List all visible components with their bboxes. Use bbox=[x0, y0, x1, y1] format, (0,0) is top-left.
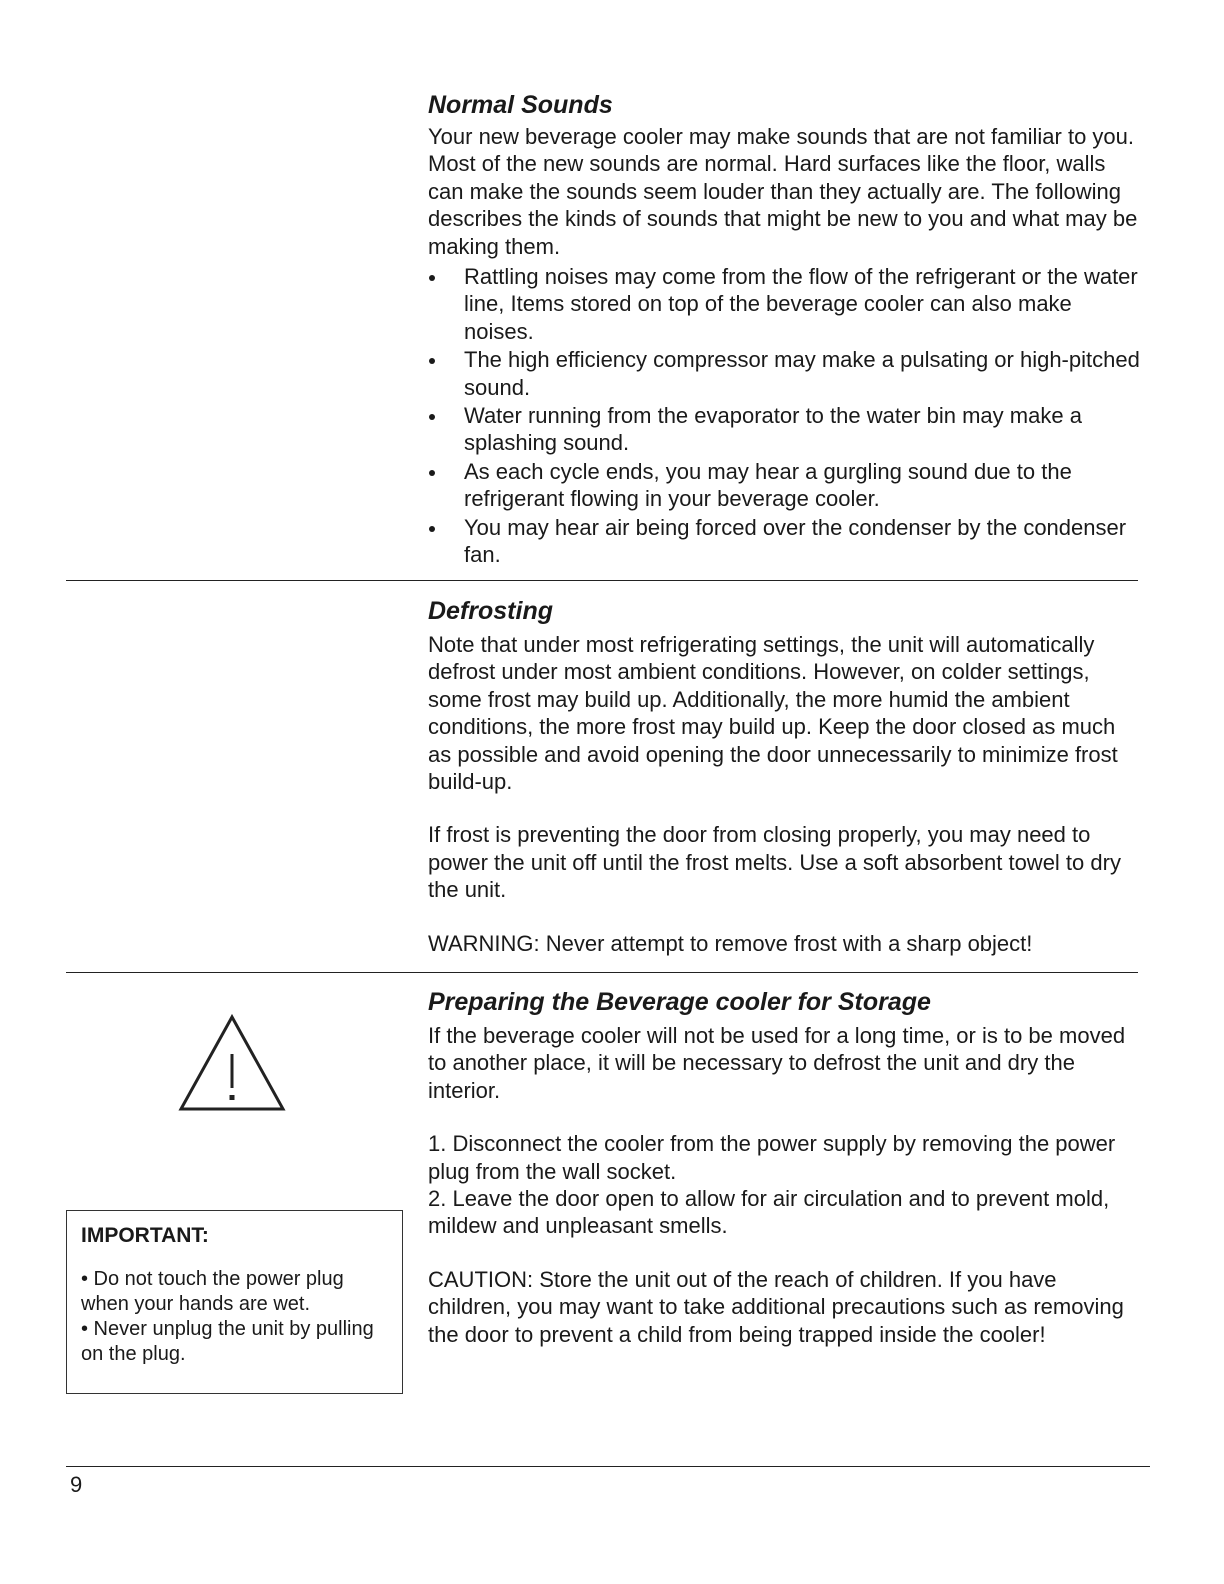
footer-divider bbox=[66, 1466, 1150, 1467]
warning-triangle-icon bbox=[176, 1012, 288, 1114]
bullet-icon bbox=[429, 275, 435, 281]
list-item bbox=[428, 458, 1144, 513]
normal-sounds-heading: Normal Sounds bbox=[428, 91, 613, 119]
important-title: IMPORTANT: bbox=[81, 1224, 209, 1247]
list-item-text: Rattling noises may come from the flow of the refrigerant or the water line, Items stored on top of the beverage cooler can also make noises. bbox=[464, 264, 1138, 344]
defrosting-paragraph-2: If frost is preventing the door from closing properly, you may need to power the unit off until the frost melts. Use a soft absorbent towel to dry the unit. bbox=[428, 822, 1121, 903]
defrosting-paragraph-1: Note that under most refrigerating settings, the unit will automatically defrost under most ambient conditions. However, on colder settings, some frost may build up. Additionally, the more humid the ambient conditions, the more frost may build up. Keep the door closed as much as possible and avoid opening the door unnecessarily to minimize frost build-up. bbox=[428, 632, 1118, 795]
list-item-text: As each cycle ends, you may hear a gurgling sound due to the refrigerant flowing in your beverage cooler. bbox=[464, 458, 1072, 512]
list-item bbox=[428, 402, 1144, 457]
important-line-1: • Do not touch the power plug when your hands are wet. bbox=[81, 1268, 344, 1315]
important-line-2: • Never unplug the unit by pulling on the plug. bbox=[81, 1318, 374, 1365]
normal-sounds-intro: Your new beverage cooler may make sounds that are not familiar to you. Most of the new sounds are normal. Hard surfaces like the floor, walls can make the sounds seem louder than they actually are. The following describes the kinds of sounds that might be new to you and what may be making them. bbox=[428, 124, 1138, 259]
list-item bbox=[428, 346, 1144, 401]
list-item bbox=[428, 263, 1144, 345]
storage-intro: If the beverage cooler will not be used for a long time, or is to be moved to another place, it will be necessary to defrost the unit and dry the interior. bbox=[428, 1023, 1126, 1103]
storage-heading: Preparing the Beverage cooler for Storage bbox=[428, 988, 931, 1016]
bullet-icon bbox=[429, 526, 435, 532]
normal-sounds-section bbox=[428, 90, 1144, 570]
bullet-icon bbox=[429, 414, 435, 420]
list-item bbox=[428, 514, 1144, 569]
section-divider bbox=[66, 580, 1138, 581]
storage-step-1: 1. Disconnect the cooler from the power supply by removing the power plug from the wall socket. bbox=[428, 1131, 1116, 1184]
storage-step-2: 2. Leave the door open to allow for air circulation and to prevent mold, mildew and unpleasant smells. bbox=[428, 1186, 1110, 1239]
bullet-icon bbox=[429, 470, 435, 476]
list-item-text: The high efficiency compressor may make a pulsating or high-pitched sound. bbox=[464, 347, 1140, 400]
defrosting-heading: Defrosting bbox=[428, 597, 553, 625]
important-notice-box bbox=[66, 1210, 403, 1394]
bullet-icon bbox=[429, 358, 435, 364]
section-divider bbox=[66, 972, 1138, 973]
list-item-text: You may hear air being forced over the condenser by the condenser fan. bbox=[464, 514, 1127, 568]
defrosting-warning: WARNING: Never attempt to remove frost with a sharp object! bbox=[428, 930, 1033, 956]
list-item-text: Water running from the evaporator to the water bin may make a splashing sound. bbox=[464, 403, 1082, 456]
page-number: 9 bbox=[70, 1472, 83, 1497]
storage-section bbox=[428, 987, 1144, 1348]
storage-caution: CAUTION: Store the unit out of the reach of children. If you have children, you may want to take additional precautions such as removing the door to prevent a child from being trapped inside the cooler! bbox=[428, 1266, 1124, 1347]
defrosting-section bbox=[428, 596, 1144, 957]
normal-sounds-list bbox=[428, 263, 1144, 568]
